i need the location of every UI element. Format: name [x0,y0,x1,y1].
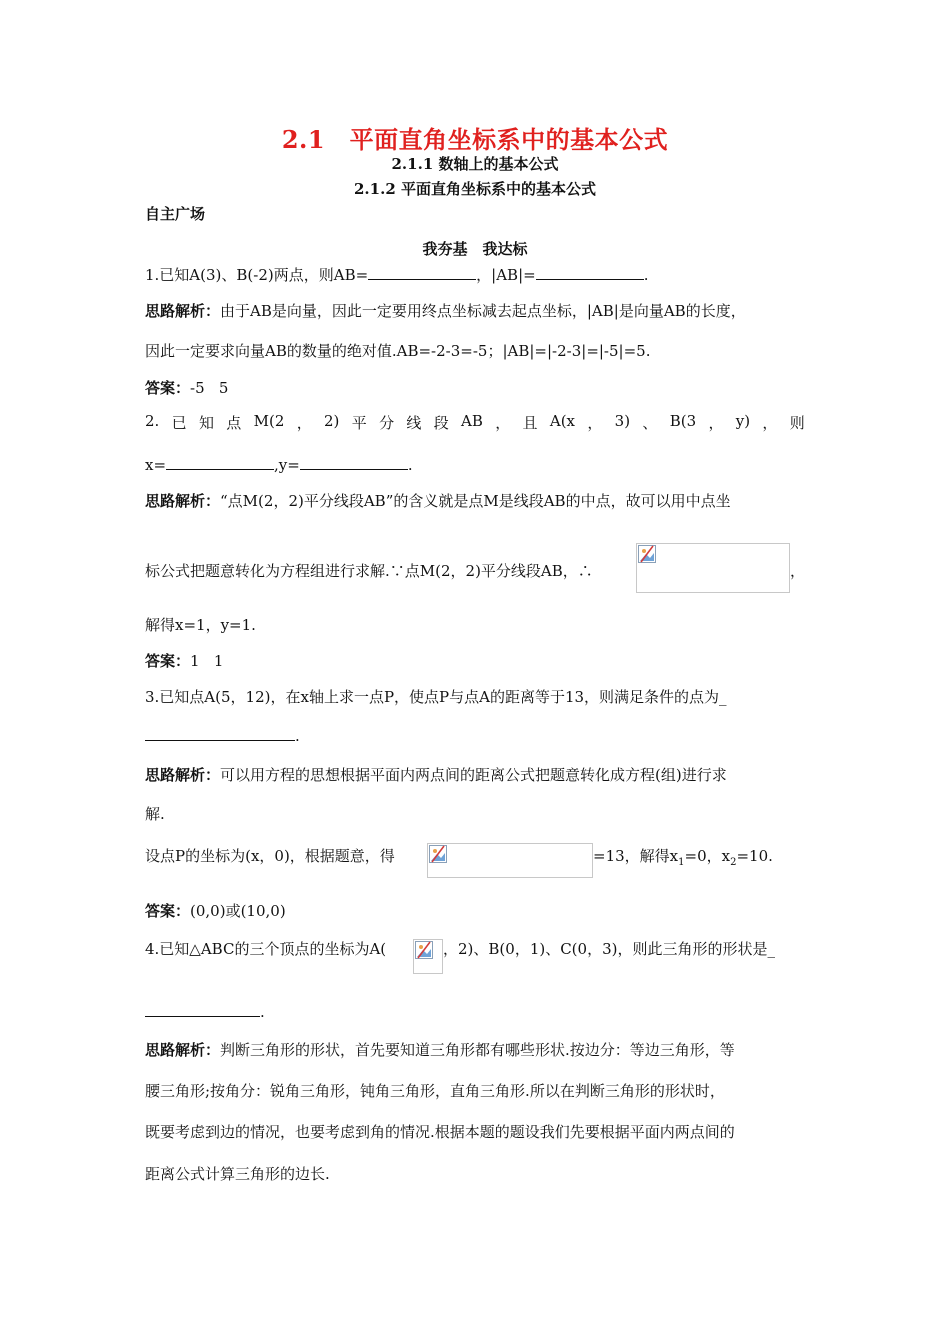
q2-y-label: ,y= [274,456,300,474]
coordinate-image [413,939,443,974]
q3-analysis-line-2: 解. [145,805,165,823]
q2-token: 、 [642,414,658,432]
q2-token: 已 [171,414,187,432]
q2-token: 则 [789,414,805,432]
q3-analysis-line-3b [593,845,773,868]
q4-text-b: ，2)、B(0，1)、C(0，3)，则此三角形的形状是_ [443,940,775,958]
q2-token: 线 [406,414,422,432]
q2-token: M(2 [253,412,285,430]
q3-end: . [295,727,300,745]
q2-token: y) [735,412,751,430]
section-heading: 自主广场 [145,205,206,223]
subtitle-2: 2.1.2 平面直角坐标系中的基本公式 [354,180,596,198]
q4-analysis-label: 思路解析： [145,1041,221,1059]
q2-token: 段 [433,414,449,432]
q2-blank-y[interactable] [300,455,408,470]
q1-analysis-line-1 [145,300,746,321]
q3-answer-value: (0,0)或(10,0) [190,902,286,920]
equation-image [636,543,790,593]
q2-token: ， [587,414,603,432]
q2-blanks-line [145,455,413,474]
q2-token: 知 [198,414,214,432]
q2-token: ， [495,414,511,432]
q3-solve-text: =13，解得x [593,847,679,865]
q4-blank-line [145,1002,265,1021]
q4-analysis-line-4: 距离公式计算三角形的边长. [145,1165,330,1183]
q3-blank-line [145,726,300,745]
q3-analysis-line-3a: 设点P的坐标为(x，0)，根据题意，得 [145,847,395,865]
q2-token: 2. [145,412,160,430]
q2-analysis-text-1: “点M(2，2)平分线段AB”的含义就是点M是线段AB的中点，故可以用中点坐 [220,492,731,510]
q3-analysis-line-1 [145,764,727,785]
q2-analysis-line-1 [145,490,731,511]
page-title: 2.1 平面直角坐标系中的基本公式 [281,125,669,154]
q1-answer-value: -5 5 [190,379,229,397]
q2-token: 且 [522,414,538,432]
question-2 [145,412,805,433]
q2-token: B(3 [669,412,697,430]
q3-analysis-text-1: 可以用方程的思想根据平面内两点间的距离公式把题意转化成方程(组)进行求 [220,766,727,784]
broken-image-icon [415,941,433,959]
q2-blank-x[interactable] [166,455,274,470]
q2-token: 点 [226,414,242,432]
q2-end: . [407,456,413,474]
q4-analysis-text-1: 判断三角形的形状，首先要知道三角形都有哪些形状.按边分：等边三角形，等 [220,1041,735,1059]
q3-solve-text: =0，x [684,847,731,865]
q1-analysis-label: 思路解析： [145,302,221,320]
q1-analysis-line-2: 因此一定要求向量AB的数量的绝对值.AB=-2-3=-5；|AB|=|-2-3|=|-5|=5. [145,342,651,360]
q2-answer-value: 1 1 [190,652,224,670]
q1-analysis-text-1: 由于AB是向量，因此一定要用终点坐标减去起点坐标，|AB|是向量AB的长度， [220,302,746,320]
q3-answer-label: 答案： [145,902,191,920]
question-3: 3.已知点A(5，12)，在x轴上求一点P，使点P与点A的距离等于13，则满足条件的点为_ [145,688,727,706]
q4-end: . [260,1003,265,1021]
q3-blank[interactable] [145,726,295,741]
q1-text-a: 1.已知A(3)、B(-2)两点，则AB= [145,266,369,284]
q1-answer-label: 答案： [145,379,191,397]
q2-answer [145,650,223,671]
q2-analysis-label: 思路解析： [145,492,221,510]
q1-blank-abs[interactable] [536,265,644,280]
q4-blank[interactable] [145,1002,260,1017]
q3-analysis-label: 思路解析： [145,766,221,784]
q2-token: ， [762,414,778,432]
center-heading: 我夯基 我达标 [422,240,528,258]
q1-blank-ab[interactable] [368,265,476,280]
q2-token: 平 [351,414,367,432]
q2-token: AB [461,412,483,430]
broken-image-icon [638,545,656,563]
q4-text-a: 4.已知△ABC的三个顶点的坐标为A( [145,940,387,958]
q2-analysis-line-2: 标公式把题意转化为方程组进行求解.∵点M(2，2)平分线段AB，∴ [145,562,593,580]
q2-x-label: x= [145,456,167,474]
broken-image-icon [429,845,447,863]
q1-answer [145,377,228,398]
q3-solve-text: =10. [736,847,773,865]
subscript: 2 [730,857,737,868]
subtitle-1: 2.1.1 数轴上的基本公式 [391,155,559,173]
q1-text-b: ，|AB|= [476,266,536,284]
question-1 [145,264,648,285]
q4-analysis-line-2: 腰三角形;按角分：锐角三角形，钝角三角形，直角三角形.所以在判断三角形的形状时， [145,1082,725,1100]
subscript: 1 [678,857,685,868]
q2-analysis-line-2-end: ， [790,562,806,580]
q2-token: 分 [379,414,395,432]
q2-token: 2) [324,412,340,430]
q2-analysis-line-3: 解得x=1，y=1. [145,616,256,634]
q2-token: A(x [549,412,576,430]
q2-answer-label: 答案： [145,652,191,670]
q3-answer [145,900,286,921]
q2-token: 3) [614,412,631,430]
q2-token: ， [708,414,724,432]
q4-analysis-line-1 [145,1039,735,1060]
distance-equation-image [427,843,593,878]
q4-analysis-line-3: 既要考虑到边的情况，也要考虑到角的情况.根据本题的题设我们先要根据平面内两点间的 [145,1123,735,1141]
q1-text-c: . [643,266,649,284]
q2-token: ， [296,414,312,432]
